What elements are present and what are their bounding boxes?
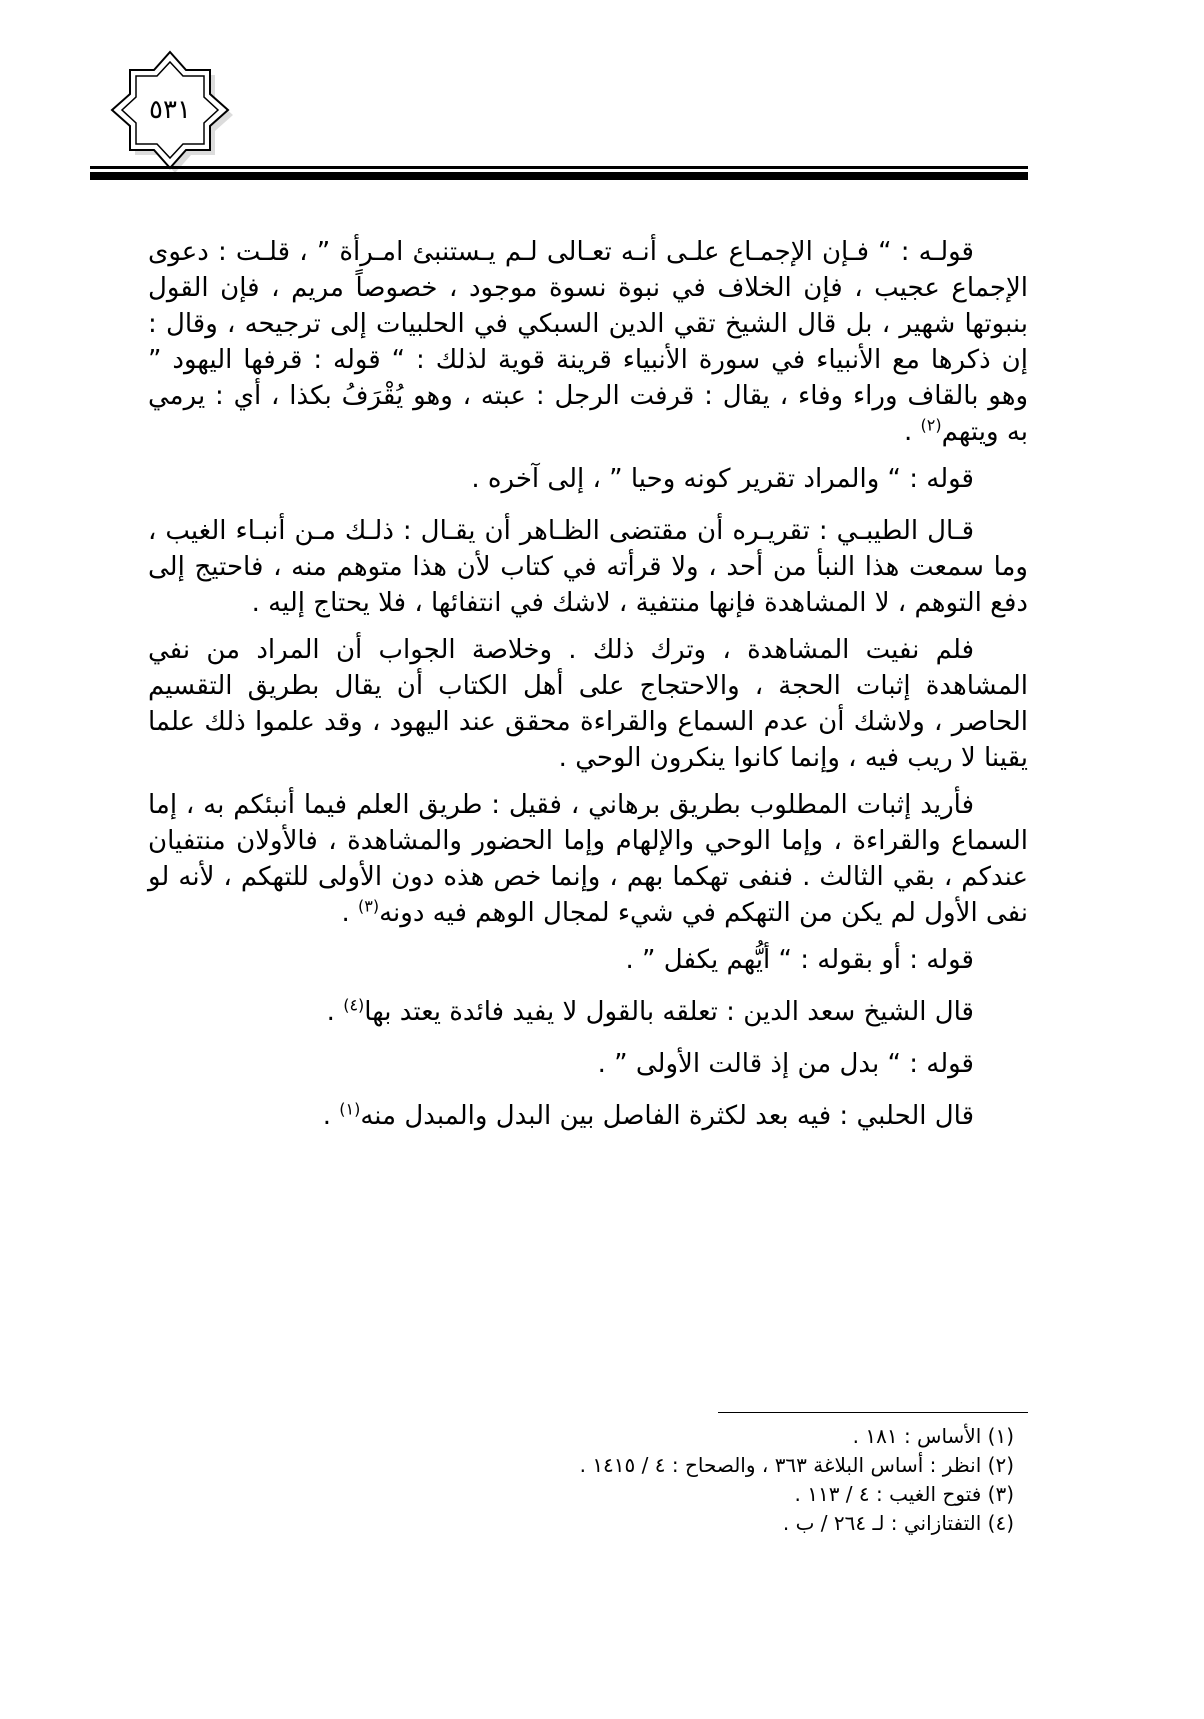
paragraph-1 (148, 234, 1028, 450)
paragraph-7-end: . (326, 997, 344, 1027)
footnote-4: (٤) التفتازاني : لـ ٢٦٤ / ب . (782, 1511, 1014, 1535)
paragraph-1-text: قولـه : “ فـإن الإجمـاع علـى أنـه تعـالى لـم يـستنبئ امـرأة ” ، قلـت : دعوى الإجماع عجيب ، فإن الخلاف في نبوة نسوة موجود ، خصوصاً مريم ، فإن القول بنبوتها شهير ، بل قال الشيخ تقي الدين السبكي في الحلبيات إلى ترجيحه ، وقال : إن ذكرها مع الأنبياء في سورة الأنبياء قرينة قوية لذلك : “ قوله : قرفها اليهود ” وهو بالقاف وراء وفاء ، يقال : قرفت الرجل : عبته ، وهو يُقْرَفُ بكذا ، أي : يرمي به ويتهم (148, 237, 1028, 447)
paragraph-9-text: قال الحلبي : فيه بعد لكثرة الفاصل بين البدل والمبدل منه (360, 1101, 974, 1131)
paragraph-3: قـال الطيبـي : تقريـره أن مقتضى الظـاهر أن يقـال : ذلـك مـن أنبـاء الغيب ، وما سمعت هذا النبأ من أحد ، ولا قرأته في كتاب لأن هذا متوهم منه ، فاحتيج إلى دفع التوهم ، لا المشاهدة فإنها منتفية ، لاشك في انتفائها ، فلا يحتاج إليه . (148, 516, 1028, 618)
footnote-2: (٢) انظر : أساس البلاغة ٣٦٣ ، والصحاح : ٤ / ١٤١٥ . (579, 1453, 1014, 1477)
footnote-separator (718, 1412, 1028, 1413)
page-number: ٥٣١ (149, 95, 191, 125)
main-text (148, 234, 1028, 1150)
footnotes (300, 1422, 1014, 1538)
footnote-ref-4: (٤) (343, 995, 365, 1015)
paragraph-9-end: . (322, 1101, 340, 1131)
paragraph-6: قوله : أو بقوله : “ أيُّهم يكفل ” . (625, 945, 974, 975)
paragraph-5-end: . (341, 898, 359, 928)
footnote-ref-1: (١) (339, 1099, 361, 1119)
footnote-3: (٣) فتوح الغيب : ٤ / ١١٣ . (794, 1482, 1014, 1506)
footnote-1: (١) الأساس : ١٨١ . (852, 1424, 1014, 1448)
page-number-badge (100, 40, 240, 180)
footnote-ref-2: (٢) (920, 415, 942, 435)
paragraph-5 (148, 787, 1028, 931)
footnote-ref-3: (٣) (358, 896, 380, 916)
paragraph-9 (148, 1098, 1028, 1134)
header-rule-thick (90, 172, 1028, 180)
paragraph-8: قوله : “ بدل من إذ قالت الأولى ” . (597, 1049, 974, 1079)
header-rule-thin (90, 166, 1028, 169)
paragraph-4: فلم نفيت المشاهدة ، وترك ذلك . وخلاصة الجواب أن المراد من نفي المشاهدة إثبات الحجة ، والاحتجاج على أهل الكتاب أن يقال بطريق التقسيم الحاصر ، ولاشك أن عدم السماع والقراءة محقق عند اليهود ، وقد علموا ذلك علما يقينا لا ريب فيه ، وإنما كانوا ينكرون الوحي . (148, 635, 1028, 773)
paragraph-5-text: فأريد إثبات المطلوب بطريق برهاني ، فقيل : طريق العلم فيما أنبئكم به ، إما السماع والقراءة ، وإما الوحي والإلهام وإما الحضور والمشاهدة ، فالأولان منتفيان عندكم ، بقي الثالث . فنفى تهكما بهم ، وإنما خص هذه دون الأولى للتهكم ، لأنه لو نفى الأول لم يكن من التهكم في شيء لمجال الوهم فيه دونه (148, 790, 1028, 928)
paragraph-2: قوله : “ والمراد تقرير كونه وحيا ” ، إلى آخره . (471, 464, 974, 494)
paragraph-7-text: قال الشيخ سعد الدين : تعلقه بالقول لا يفيد فائدة يعتد بها (364, 997, 974, 1027)
paragraph-7 (148, 994, 1028, 1030)
paragraph-1-end: . (904, 417, 921, 447)
